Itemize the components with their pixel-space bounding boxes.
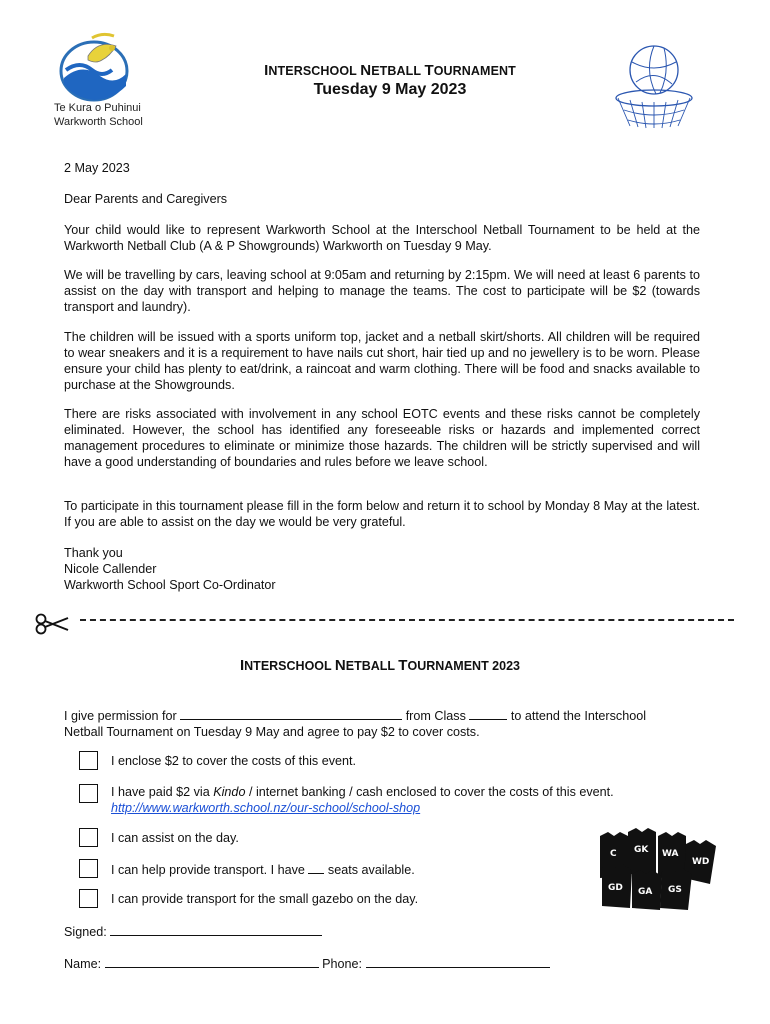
permission-statement: I give permission for from Class to attend the Interschool Netball Tournament on Tuesday 9 May and agree to pay $2 to cover costs.: [64, 709, 646, 739]
letter-paragraph-4: There are risks associated with involvement in any school EOTC events and these risks cannot be completely eliminated. However, the school has identified any foreseeable risks or hazards and implemented correct management procedures to eliminate or minimize those hazards. The children will be strictly supervised and will have a good understanding of boundaries and rules before we leave school.: [64, 407, 700, 469]
option-gazebo: I can provide transport for the small gazebo on the day.: [111, 892, 419, 906]
school-caption: [54, 101, 143, 129]
class-field[interactable]: [469, 707, 507, 720]
bib-gd: GD: [608, 883, 623, 893]
letter-paragraph-1: Your child would like to represent Warkworth School at the Interschool Netball Tournament to be held at the Warkworth Netball Club (A & P Showgrounds) Warkworth on Tuesday 9 May.: [64, 223, 700, 253]
signed-row: Signed:: [64, 923, 700, 940]
seats-field[interactable]: [308, 861, 324, 874]
letter-title: [150, 62, 630, 99]
school-caption-maori: Te Kura o Puhinui: [54, 102, 141, 114]
option-enclose-payment: I enclose $2 to cover the costs of this event.: [111, 754, 357, 768]
signer-name: Nicole Callender: [64, 562, 157, 576]
bib-ga: GA: [638, 887, 653, 897]
checkbox-transport[interactable]: [79, 859, 98, 878]
letter-salutation: Dear Parents and Caregivers: [64, 192, 228, 206]
checkbox-assist-day[interactable]: [79, 828, 98, 847]
phone-field[interactable]: [366, 955, 550, 968]
closing: Thank you: [64, 546, 123, 560]
signature-field[interactable]: [110, 923, 322, 936]
name-field[interactable]: [105, 955, 319, 968]
bib-gk: GK: [634, 845, 649, 855]
checkbox-gazebo[interactable]: [79, 889, 98, 908]
child-name-field[interactable]: [180, 707, 402, 720]
signer-role: Warkworth School Sport Co-Ordinator: [64, 578, 276, 592]
cut-line: [80, 619, 734, 621]
option-assist-day: I can assist on the day.: [111, 831, 239, 845]
letter-paragraph-5: To participate in this tournament please fill in the form below and return it to school by Monday 8 May at the latest. If you are able to assist on the day we would be very grateful.: [64, 499, 700, 529]
checkbox-paid-online[interactable]: [79, 784, 98, 803]
name-phone-row: Name: Phone:: [64, 955, 700, 972]
school-caption-english: Warkworth School: [54, 116, 143, 128]
bib-c: C: [610, 849, 617, 859]
tournament-title: INTERSCHOOL NETBALL TOURNAMENT: [264, 62, 516, 79]
tournament-date: Tuesday 9 May 2023: [313, 81, 467, 98]
letter-paragraph-3: The children will be issued with a sports uniform top, jacket and a netball skirt/shorts. All children will be required to wear sneakers and it is a requirement to have nails cut short, hair tied up and no jewellery is to be worn. Please ensure your child has plenty to eat/drink, a raincoat and warm clothing. There will be food and snacks available to purchase at the Showgrounds.: [64, 330, 700, 392]
scissors-icon: [34, 613, 70, 635]
option-transport: I can help provide transport. I have seats available.: [111, 863, 415, 877]
letter-signoff: [64, 545, 700, 593]
option-paid-online: I have paid $2 via Kindo / internet banking / cash enclosed to cover the costs of this event. http://www.warkworth.school.nz/our-school/school-shop: [111, 785, 614, 815]
bib-wd: WD: [692, 857, 710, 867]
netball-bibs-illustration: [598, 826, 722, 912]
letter-date: 2 May 2023: [64, 161, 130, 175]
letter-paragraph-2: We will be travelling by cars, leaving school at 9:05am and returning by 2:15pm. We will need at least 6 parents to assist on the day with transport and helping to manage the teams. The cost to participate will be $2 (towards transport and laundry).: [64, 268, 700, 314]
netball-hoop-icon: [610, 38, 696, 130]
bib-wa: WA: [662, 849, 679, 859]
school-shop-link[interactable]: http://www.warkworth.school.nz/our-school/school-shop: [111, 801, 421, 815]
checkbox-enclose-payment[interactable]: [79, 751, 98, 770]
bib-gs: GS: [668, 885, 682, 895]
form-title: INTERSCHOOL NETBALL TOURNAMENT 2023: [239, 657, 520, 674]
